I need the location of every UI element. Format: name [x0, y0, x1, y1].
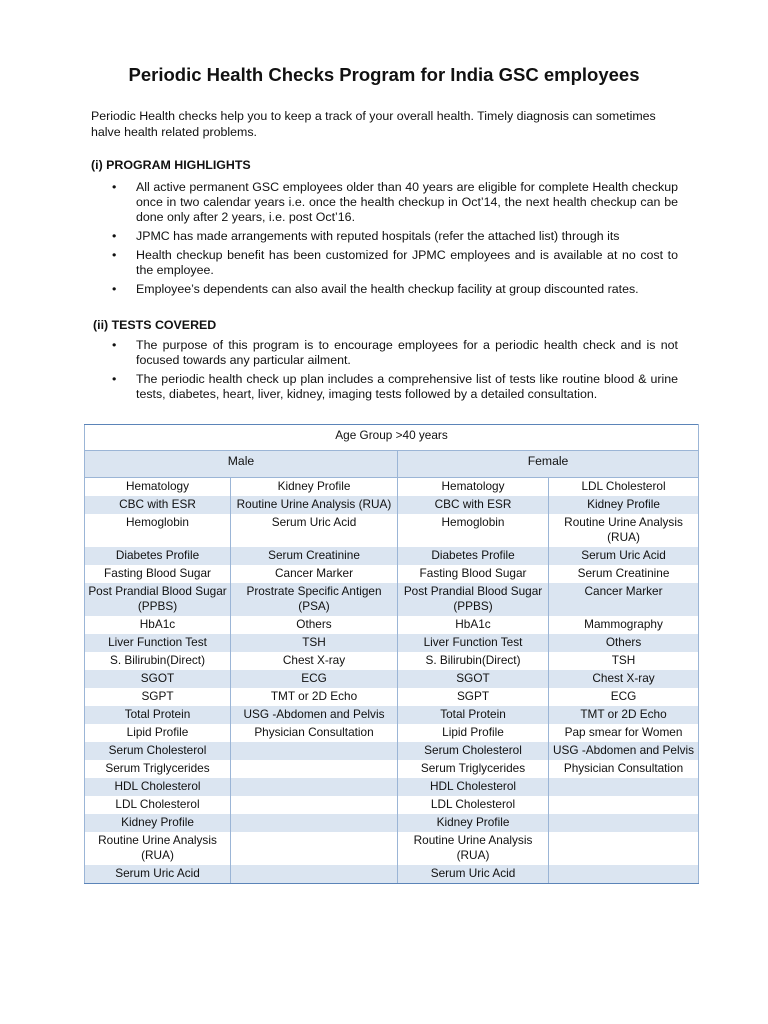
table-row: [85, 478, 699, 497]
male-test-cell: Fasting Blood Sugar: [85, 565, 231, 583]
list-item: • Health checkup benefit has been customized for JPMC employees and is available at no cost to the employee.: [112, 248, 678, 277]
male-test-cell: [231, 832, 398, 865]
female-test-cell: [549, 865, 699, 884]
page-title: Periodic Health Checks Program for India GSC employees: [128, 64, 640, 85]
table-row: [85, 778, 699, 796]
male-test-cell: Diabetes Profile: [85, 547, 231, 565]
female-test-cell: TMT or 2D Echo: [549, 706, 699, 724]
male-test-cell: Serum Creatinine: [231, 547, 398, 565]
female-test-cell: Post Prandial Blood Sugar (PPBS): [398, 583, 549, 616]
male-test-cell: SGPT: [85, 688, 231, 706]
table-row: [85, 688, 699, 706]
age-group-cell: Age Group >40 years: [85, 425, 699, 451]
female-test-cell: HDL Cholesterol: [398, 778, 549, 796]
female-test-cell: Physician Consultation: [549, 760, 699, 778]
female-test-cell: Serum Triglycerides: [398, 760, 549, 778]
list-item: • The purpose of this program is to encourage employees for a periodic health check and is not focused towards any particular ailment.: [112, 338, 678, 367]
male-test-cell: Chest X-ray: [231, 652, 398, 670]
female-header-cell: Female: [398, 451, 699, 478]
male-test-cell: Routine Urine Analysis (RUA): [231, 496, 398, 514]
male-test-cell: TMT or 2D Echo: [231, 688, 398, 706]
male-test-cell: Kidney Profile: [231, 478, 398, 497]
male-test-cell: Hemoglobin: [85, 514, 231, 547]
male-test-cell: Physician Consultation: [231, 724, 398, 742]
male-test-cell: [231, 865, 398, 884]
table-row: [85, 565, 699, 583]
male-test-cell: USG -Abdomen and Pelvis: [231, 706, 398, 724]
table-row: [85, 652, 699, 670]
female-test-cell: LDL Cholesterol: [398, 796, 549, 814]
female-test-cell: Lipid Profile: [398, 724, 549, 742]
male-test-cell: Lipid Profile: [85, 724, 231, 742]
male-test-cell: SGOT: [85, 670, 231, 688]
table-row: [85, 760, 699, 778]
male-test-cell: Prostrate Specific Antigen (PSA): [231, 583, 398, 616]
male-test-cell: Serum Triglycerides: [85, 760, 231, 778]
male-test-cell: Post Prandial Blood Sugar (PPBS): [85, 583, 231, 616]
female-test-cell: Pap smear for Women: [549, 724, 699, 742]
male-header-cell: Male: [85, 451, 398, 478]
female-test-cell: [549, 778, 699, 796]
list-item: • The periodic health check up plan includes a comprehensive list of tests like routine blood & urine tests, diabetes, heart, liver, kidney, imaging tests followed by a detailed consultation.: [112, 372, 678, 401]
male-test-cell: CBC with ESR: [85, 496, 231, 514]
male-test-cell: S. Bilirubin(Direct): [85, 652, 231, 670]
female-test-cell: ECG: [549, 688, 699, 706]
table-row: [85, 706, 699, 724]
male-test-cell: LDL Cholesterol: [85, 796, 231, 814]
table-row: [85, 865, 699, 884]
female-test-cell: Diabetes Profile: [398, 547, 549, 565]
male-test-cell: [231, 778, 398, 796]
bullet-icon: •: [112, 229, 117, 243]
table-header-gender: [85, 451, 699, 478]
male-test-cell: TSH: [231, 634, 398, 652]
table-row: [85, 547, 699, 565]
female-test-cell: Mammography: [549, 616, 699, 634]
male-test-cell: Others: [231, 616, 398, 634]
list-item: • All active permanent GSC employees older than 40 years are eligible for complete Health checkup once in two calendar years i.e. once the health checkup in Oct’14, the next health checkup can be done only after 2 years, i.e. post Oct’16.: [112, 180, 678, 224]
table-row: [85, 616, 699, 634]
male-test-cell: Serum Uric Acid: [85, 865, 231, 884]
female-test-cell: Chest X-ray: [549, 670, 699, 688]
bullet-icon: •: [112, 338, 117, 352]
table-header-age-group: [85, 425, 699, 451]
table-row: [85, 514, 699, 547]
female-test-cell: [549, 832, 699, 865]
female-test-cell: LDL Cholesterol: [549, 478, 699, 497]
female-test-cell: Others: [549, 634, 699, 652]
table-row: [85, 496, 699, 514]
female-test-cell: Total Protein: [398, 706, 549, 724]
section-heading-tests-covered: (ii) TESTS COVERED: [93, 318, 217, 332]
section-heading-program-highlights: (i) PROGRAM HIGHLIGHTS: [91, 158, 251, 172]
list-item: • JPMC has made arrangements with reputed hospitals (refer the attached list) through its: [112, 229, 620, 243]
male-test-cell: [231, 814, 398, 832]
male-test-cell: ECG: [231, 670, 398, 688]
tests-covered-list: [108, 338, 678, 406]
female-test-cell: SGPT: [398, 688, 549, 706]
female-test-cell: Serum Uric Acid: [398, 865, 549, 884]
female-test-cell: Kidney Profile: [549, 496, 699, 514]
male-test-cell: [231, 796, 398, 814]
male-test-cell: Cancer Marker: [231, 565, 398, 583]
male-test-cell: [231, 760, 398, 778]
male-test-cell: Total Protein: [85, 706, 231, 724]
male-test-cell: Serum Uric Acid: [231, 514, 398, 547]
male-test-cell: [231, 742, 398, 760]
female-test-cell: SGOT: [398, 670, 549, 688]
female-test-cell: Hematology: [398, 478, 549, 497]
male-test-cell: Liver Function Test: [85, 634, 231, 652]
table-row: [85, 724, 699, 742]
female-test-cell: TSH: [549, 652, 699, 670]
table-row: [85, 583, 699, 616]
female-test-cell: [549, 814, 699, 832]
female-test-cell: Serum Uric Acid: [549, 547, 699, 565]
male-test-cell: HDL Cholesterol: [85, 778, 231, 796]
female-test-cell: CBC with ESR: [398, 496, 549, 514]
bullet-icon: •: [112, 372, 117, 386]
female-test-cell: Routine Urine Analysis (RUA): [549, 514, 699, 547]
bullet-icon: •: [112, 248, 117, 262]
female-test-cell: [549, 796, 699, 814]
female-test-cell: S. Bilirubin(Direct): [398, 652, 549, 670]
male-test-cell: Kidney Profile: [85, 814, 231, 832]
female-test-cell: Hemoglobin: [398, 514, 549, 547]
bullet-icon: •: [112, 180, 117, 194]
table-row: [85, 814, 699, 832]
female-test-cell: Liver Function Test: [398, 634, 549, 652]
male-test-cell: Routine Urine Analysis (RUA): [85, 832, 231, 865]
female-test-cell: Fasting Blood Sugar: [398, 565, 549, 583]
male-test-cell: Serum Cholesterol: [85, 742, 231, 760]
program-highlights-list: [108, 180, 678, 301]
table-row: [85, 742, 699, 760]
female-test-cell: HbA1c: [398, 616, 549, 634]
table-row: [85, 634, 699, 652]
tests-table: [84, 424, 699, 884]
male-test-cell: Hematology: [85, 478, 231, 497]
female-test-cell: Routine Urine Analysis (RUA): [398, 832, 549, 865]
female-test-cell: Kidney Profile: [398, 814, 549, 832]
male-test-cell: HbA1c: [85, 616, 231, 634]
female-test-cell: Serum Creatinine: [549, 565, 699, 583]
bullet-icon: •: [112, 282, 117, 296]
table-row: [85, 796, 699, 814]
table-row: [85, 832, 699, 865]
intro-paragraph: Periodic Health checks help you to keep a track of your overall health. Timely diagnosis can sometimes halve health related problems.: [91, 109, 656, 139]
female-test-cell: Cancer Marker: [549, 583, 699, 616]
table-row: [85, 670, 699, 688]
list-item: • Employee’s dependents can also avail the health checkup facility at group discounted rates.: [112, 282, 639, 296]
female-test-cell: USG -Abdomen and Pelvis: [549, 742, 699, 760]
female-test-cell: Serum Cholesterol: [398, 742, 549, 760]
